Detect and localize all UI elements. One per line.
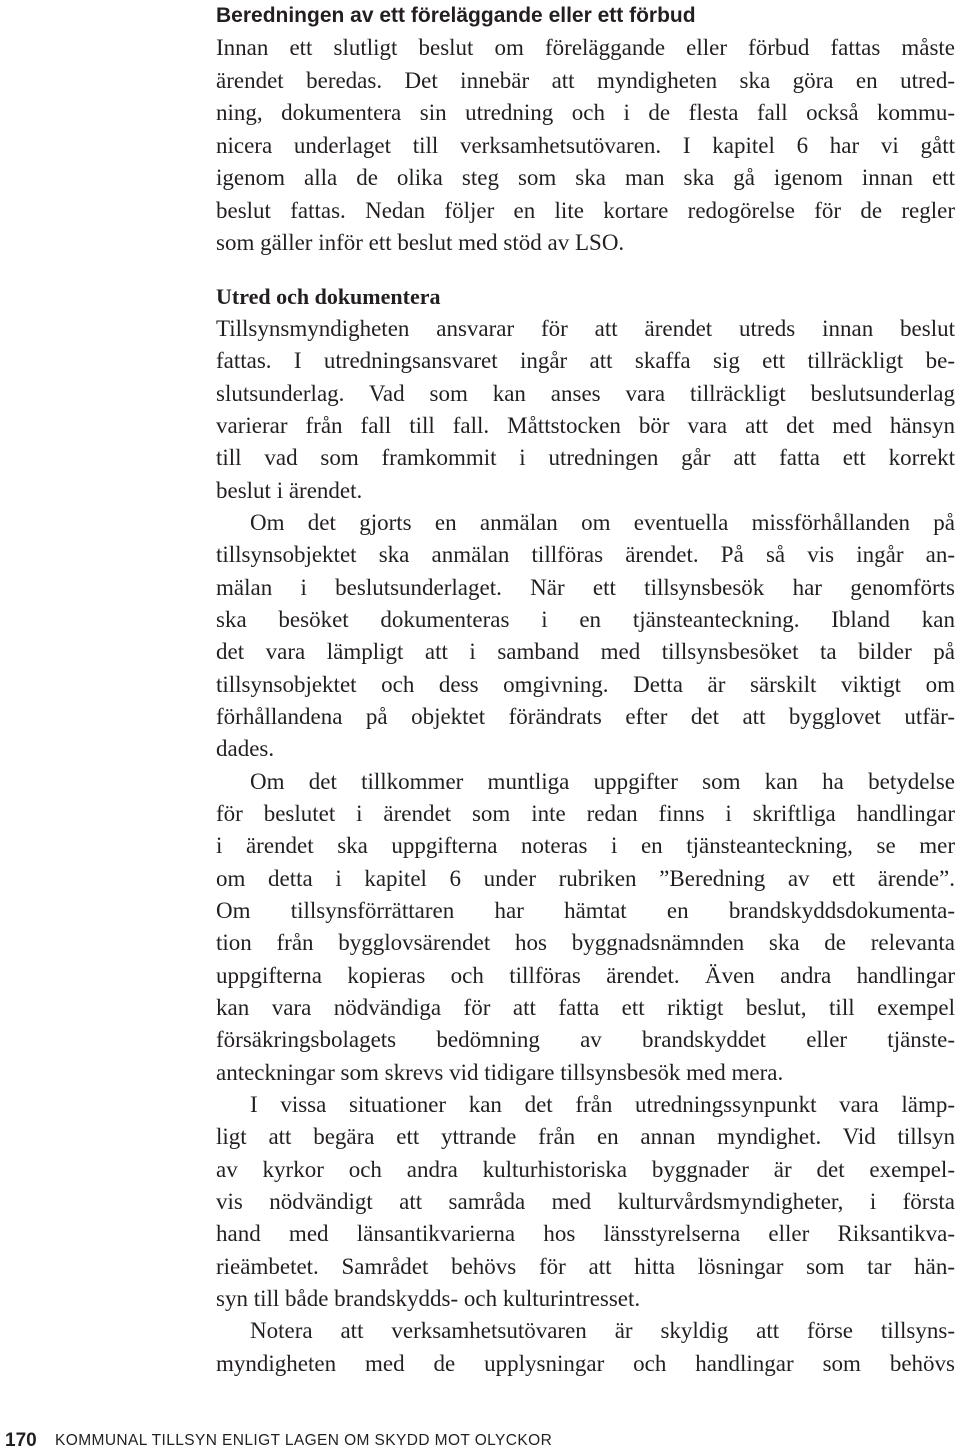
body-line: av kyrkor och andra kulturhistoriska byggnader är det exempel- bbox=[216, 1156, 955, 1182]
body-line: kan vara nödvändiga för att fatta ett riktigt beslut, till exempel bbox=[216, 994, 955, 1020]
body-line: det vara lämpligt att i samband med tillsynsbesöket ta bilder på bbox=[216, 639, 955, 665]
body-line: förhållandena på objektet förändrats efter det att bygglovet utfär- bbox=[216, 703, 955, 729]
body-line: Notera att verksamhetsutövaren är skyldig att förse tillsyns- bbox=[250, 1318, 955, 1344]
intro-line: nicera underlaget till verksamhetsutövaren. I kapitel 6 har vi gått bbox=[216, 132, 955, 158]
body-line: uppgifterna kopieras och tillföras ärendet. Även andra handlingar bbox=[216, 962, 955, 988]
body-line: tillsynsobjektet och dess omgivning. Detta är särskilt viktigt om bbox=[216, 671, 955, 697]
intro-line: igenom alla de olika steg som ska man ska gå igenom innan ett bbox=[216, 165, 955, 190]
body-line: anteckningar som skrevs vid tidigare tillsynsbesök med mera. bbox=[216, 1059, 784, 1085]
body-line: myndigheten med de upplysningar och handlingar som behövs bbox=[216, 1350, 955, 1376]
body-line: ska besöket dokumenteras i en tjänsteanteckning. Ibland kan bbox=[216, 606, 955, 632]
body-line: I vissa situationer kan det från utredningssynpunkt vara lämp- bbox=[250, 1091, 955, 1117]
body-line: beslut i ärendet. bbox=[216, 477, 363, 503]
body-line: varierar från fall till fall. Måttstocken bör vara att det med hänsyn bbox=[216, 412, 955, 438]
running-title: KOMMUNAL TILLSYN ENLIGT LAGEN OM SKYDD MOT OLYCKOR bbox=[55, 1432, 553, 1449]
body-line: tillsynsobjektet ska anmälan tillföras ärendet. På så vis ingår an- bbox=[216, 542, 955, 568]
section-heading: Beredningen av ett föreläggande eller ett förbud bbox=[216, 4, 696, 27]
subsection-heading: Utred och dokumentera bbox=[216, 284, 441, 309]
body-line: om detta i kapitel 6 under rubriken ”Beredning av ett ärende”. bbox=[216, 865, 955, 891]
body-line: Om det gjorts en anmälan om eventuella missförhållanden på bbox=[250, 509, 955, 535]
body-line: dades. bbox=[216, 736, 275, 762]
body-line: Om tillsynsförrättaren har hämtat en brandskyddsdokumenta- bbox=[216, 897, 955, 923]
intro-line: ärendet beredas. Det innebär att myndigheten ska göra en utred- bbox=[216, 67, 955, 93]
body-line: ligt att begära ett yttrande från en annan myndighet. Vid tillsyn bbox=[216, 1124, 955, 1150]
body-line: försäkringsbolagets bedömning av brandskyddet eller tjänste- bbox=[216, 1027, 955, 1053]
body-line: vis nödvändigt att samråda med kulturvårdsmyndigheter, i första bbox=[216, 1188, 955, 1214]
body-line: rieämbetet. Samrådet behövs för att hitta lösningar som tar hän- bbox=[216, 1253, 955, 1279]
body-line: i ärendet ska uppgifterna noteras i en tjänsteanteckning, se mer bbox=[216, 833, 955, 859]
body-line: fattas. I utredningsansvaret ingår att skaffa sig ett tillräckligt be- bbox=[216, 348, 955, 374]
page-number: 170 bbox=[5, 1430, 37, 1451]
intro-line: ning, dokumentera sin utredning och i de flesta fall också kommu- bbox=[216, 100, 955, 125]
body-line: slutsunderlag. Vad som kan anses vara tillräckligt beslutsunderlag bbox=[216, 380, 955, 406]
body-line: till vad som framkommit i utredningen går att fatta ett korrekt bbox=[216, 445, 955, 471]
intro-line: Innan ett slutligt beslut om föreläggande eller förbud fattas måste bbox=[216, 35, 955, 60]
body-line: tion från bygglovsärendet hos byggnadsnämnden ska de relevanta bbox=[216, 930, 955, 956]
intro-paragraph bbox=[216, 32, 955, 260]
body-line: Tillsynsmyndigheten ansvarar för att ärendet utreds innan beslut bbox=[216, 316, 955, 341]
body-line: Om det tillkommer muntliga uppgifter som kan ha betydelse bbox=[250, 768, 955, 794]
body-line: mälan i beslutsunderlaget. När ett tillsynsbesök har genomförts bbox=[216, 574, 955, 600]
body-text bbox=[216, 313, 955, 1380]
intro-line: som gäller inför ett beslut med stöd av LSO. bbox=[216, 230, 625, 255]
body-line: syn till både brandskydds- och kulturintresset. bbox=[216, 1285, 641, 1311]
body-line: hand med länsantikvarierna hos länsstyrelserna eller Riksantikva- bbox=[216, 1221, 955, 1247]
body-line: för beslutet i ärendet som inte redan finns i skriftliga handlingar bbox=[216, 800, 955, 826]
intro-line: beslut fattas. Nedan följer en lite kortare redogörelse för de regler bbox=[216, 197, 955, 223]
